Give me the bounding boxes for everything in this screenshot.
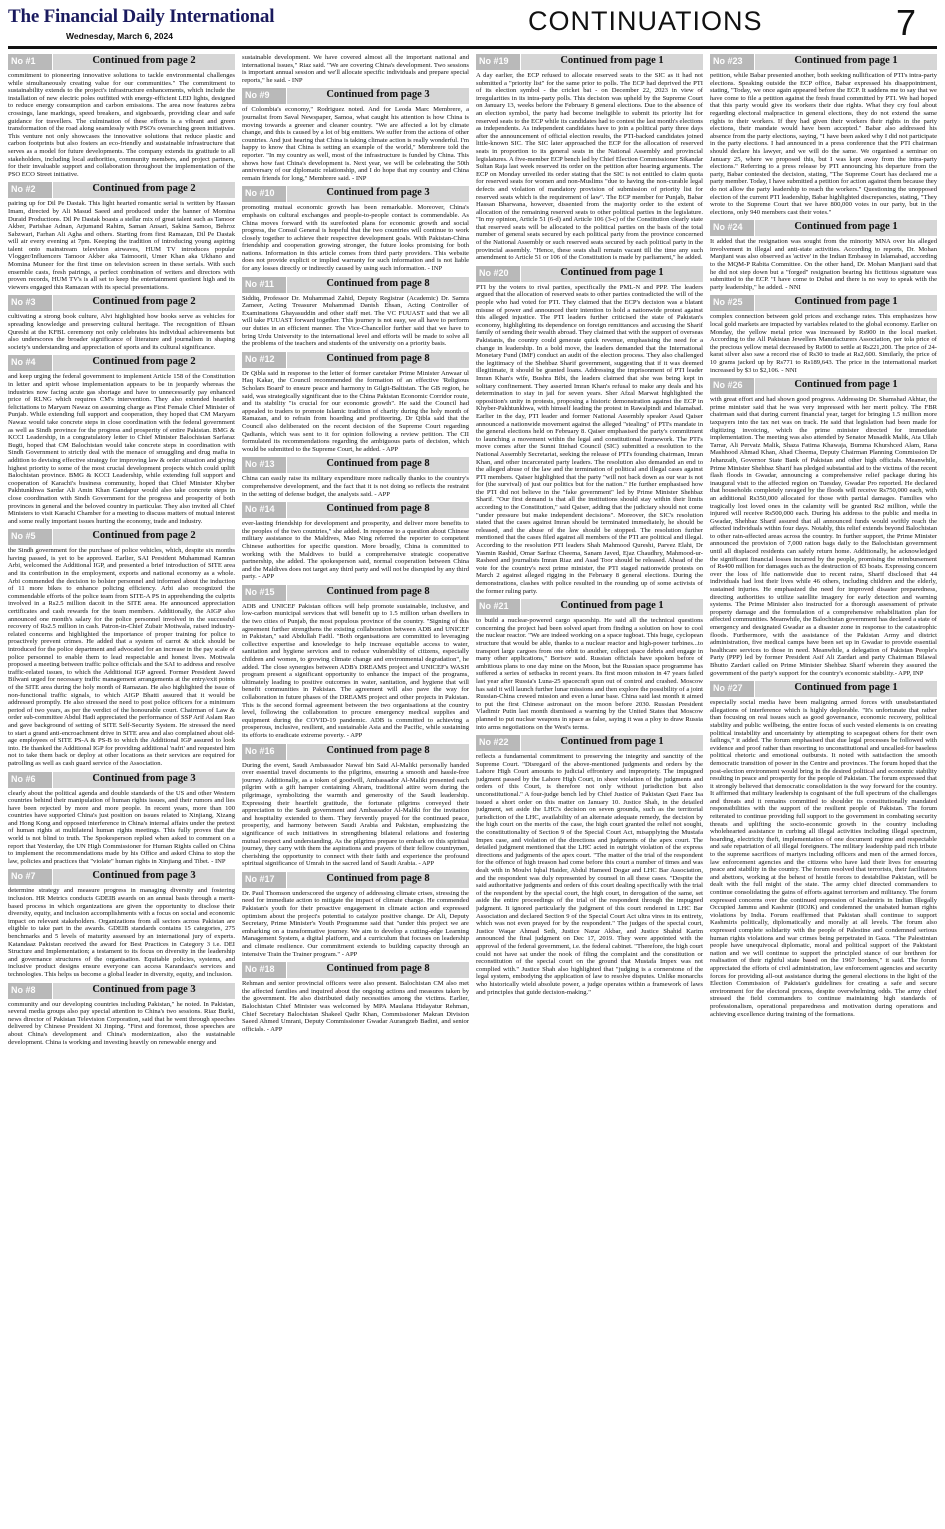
story-header [242, 872, 469, 888]
story-number: No #18 [242, 962, 286, 978]
story-header [8, 772, 235, 788]
story [242, 186, 469, 272]
story-number: No #2 [8, 182, 52, 198]
story-number: No #22 [476, 735, 520, 751]
column-3 [476, 54, 703, 1522]
continued-from-label: Continued from page 8 [286, 872, 469, 888]
story-number: No #14 [242, 502, 286, 518]
story-text: A day earlier, the ECP refused to allocate reserved seats to the SIC as it had not submitted a "priority list" for the same prior to polls. The ECP had deprived the PTI of its election symbol - the cricket bat - on December 22, 2023 in view of irregularities in its intra-party polls. This decision was upheld by the Supreme Court on January 13, weeks before the February 8 general elections. Due to the absence of an election symbol, the party had become ineligible to submit its priority list for reserved seats to the ECP while its candidates had to contest the last month's elections as independents. As independent candidates have to join a political party three days after the announcement of official election results, the PTI-backed candidates joined little-known SIC. The SIC later approached the ECP for the allocation of reserved seats in proportion to its general seats in the National Assembly and provincial legislatures. A five-member ECP bench led by Chief Election Commissioner Sikandar Sultan Raja last week reserved its order on the petition after hearing arguments. The ECP on Monday unveiled its order stating that the SIC is not entitled to claim quota for reserved seats for women and non-Muslims "due to having the non-curable legal defects and violation of mandatory provision of submission of priority list for reserved seats which is the requirement of law". The ECP member for Punjab, Babar Hassan Bharwana, however, dissented from the majority order to the extent of allocation of the remaining reserved seats to other political parties in the legislature. "In my opinion, Article 51 (6-d) and Article 106 (3-c) of the Constitution clearly state that reserved seats will be allocated to the political parties on the basis of the total number of general seats secured by each political party from the province concerned of the National Assembly or such reserved seats secured by each political party in the provincial assembly. "Hence, these seats shall remain vacant till the time any such amendment to Article 51 or 106 of the Constitution is made by parliament," he added. [476, 72, 703, 262]
story [8, 529, 235, 767]
continued-from-label: Continued from page 1 [520, 599, 703, 615]
column-1 [8, 54, 235, 1522]
story [242, 502, 469, 581]
story [710, 378, 937, 677]
story [8, 772, 235, 866]
story-header [242, 88, 469, 104]
story-header [476, 599, 703, 615]
story-text: Rehman and senior provincial officers were also present. Balochistan CM also met the affected families and inquired about the ongoing actions and measures taken by the government. He also distributed daily necessities among the victims. Earlier, Balochistan Chief Minister was welcomed by MPA Maulana Hidayatur Rehman, Chief Secretary Balochistan Shakeel Qadir Khan, Commissioner Makran Division Saeed Ahmed Umrani, Deputy Commissioner Gwadar Aurangzeb Badini, and senior officials. - APP [242, 980, 469, 1033]
story-text: complex connection between gold prices and exchange rates. This emphasizes how local gold markets are impacted by variables related to the global economy. Earlier on Monday, the yellow metal price was increased by Rs900 in the local market. According to the All Pakistan Jewellers Manufacturers Association, per tola price of the precious yellow metal decreased by Rs900 to settle at Rs221,200. The price of 24-karat silver also saw a record rise of Rs30 to trade at Rs2,600. Similarly, the price of 10 grams jacked up by Rs771 to Rs189,643. The price in the international market increased by $3 to $2,106. - NNI [710, 313, 937, 374]
story [710, 220, 937, 291]
section-title: CONTINUATIONS [528, 6, 763, 36]
continued-from-label: Continued from page 8 [286, 277, 469, 293]
story-header [710, 220, 937, 236]
continued-from-label: Continued from page 2 [52, 54, 235, 70]
story-header [476, 54, 703, 70]
continued-from-label: Continued from page 2 [52, 295, 235, 311]
story-number: No #16 [242, 744, 286, 760]
story-number: No #27 [710, 681, 754, 697]
story-number: No #13 [242, 457, 286, 473]
story-number: No #26 [710, 378, 754, 394]
story [8, 295, 235, 351]
continued-from-label: Continued from page 1 [754, 220, 937, 236]
story-number: No #24 [710, 220, 754, 236]
story-text: with great effort and had shown good progress. Addressing Dr. Shamshad Akhtar, the prime minister said that he was very impressed with her merit policy. The FBR chairman said that during current financial year, target for bringing 1.5 million more taxpayers into the tax net was on track. He said that legislation had been made for digitizing invoicing, which the prime minister directed for immediate implementation. The meeting was also attended by Senator Musadik Malik, Ata Ullah Tarrar, Ali Pervaiz Malik, Shaza Fatima Khawaja, Bumma Khurshced Alam, Rana Mashhood Ahmad Khan, Ahad Cheema, Deputy Chairman Planning Commission Dr Jehanzaib, Governor State Bank of Pakistan and other high officials. Meanwhile, Prime Minister Shehbaz Sharif has pledged substantial aid to the victims of the recent flash floods in Gwadar, announcing a comprehensive relief package during his inaugural visit to the affected region on Tuesday, Gwadar Pro reported. He declared that households completely ravaged by the floods will receive Rs750,000 each, with an additional Rs350,000 allocated for those with partial damages. Families who tragically lost loved ones in the calamity will be granted Rs2 million, while the injured will receive Rs500,000 each. During his address to the public and media in Gwadar, Shehbaz Sharif assured that all announced funds would swiftly reach the affected individuals within four days. Notably, this relief extends beyond Balochistan to other rain-affected areas across the country. In further support, the Prime Minister announced the provision of 7,000 ration bags daily to the Balochistan government until all displaced residents can safely return home. Additionally, he acknowledged the significant financial losses incurred by the people, promising the reimbursement of Rs400 million for damages such as the destruction of 83 boats. Expressing concern over the loss of life nationwide due to recent rains, Sharif disclosed that 44 individuals had lost their lives while 46 others, including children and the elderly, sustained injuries. He emphasized the need for improved disaster preparedness, directing authorities to utilize satellite imagery for early detection and warning systems. The Prime Minister also instructed for a thorough assessment of private property damage and the formulation of a comprehensive rehabilitation plan for affected communities. Meanwhile, the Balochistan government has declared a state of emergency and designated Gwadar as a disaster zone in response to the catastrophic floods. Furthermore, with the assistance of the Pakistan Army and district administration, five medical camps have been set up in Gwadar to provide essential healthcare services to those in need. Meanwhile, a delegation of Pakistan People's Party (PPP) led by former President Asif Ali Zardari and party Chairman Bilawal Bhutto Zardari called on Prime Minister Shehbaz Sharif wherein they assured the government of the party's support for the country's economic stability.- APP, INP [710, 396, 937, 677]
continued-from-label: Continued from page 3 [286, 88, 469, 104]
page-number: 7 [896, 2, 917, 43]
story [242, 457, 469, 498]
story-header [242, 457, 469, 473]
story-header [242, 744, 469, 760]
continued-from-label: Continued from page 8 [286, 502, 469, 518]
story-header [710, 54, 937, 70]
story-number: No #25 [710, 295, 754, 311]
story-number: No #15 [242, 585, 286, 601]
continued-from-label: Continued from page 2 [52, 529, 235, 545]
story-header [242, 502, 469, 518]
continued-from-label: Continued from page 2 [52, 182, 235, 198]
story-text: and keep urging the federal government to implement Article 158 of the Constitution in letter and spirit whose implementation appears to be in jeopardy whereas the industries now facing acute gas shortage and have to unnecessarily pay enhanced price of RLNG which requires CM's intervention. They also extended heartfelt felicitations to Maryam Nawaz on assuming charge as First Female Chief Minister of Punjab. While extending full support and cooperation, they hoped that CM Maryam Nawaz would take concrete steps in close coordination with the federal government as well as Sindh province for the progress and prosperity of entire Pakistan. BMG & KCCI Leadership, in a congratulatory letter to Chief Minister Balochistan Sarfaraz Bugti, hoped that CM Balochistan would take concrete steps in coordination with Sindh Government to strictly deal with the menace of smuggling and drug mafia in addition to devising effective strategy for improving law & order situation and giving highest priority to some of the most crucial development projects which could uplift Balochistan province. BMG & KCCI Leadership, while extending full support and cooperation of Karachi's business community, hoped that Chief Minister Khyber Pakhtunkhwa Sardar Ali Amin Khan Gandapur would also take concrete steps in close coordination with Sindh Government for the progress and prosperity of both provinces in general and the beloved country in particular. They also invited all Chief Ministers to visit Karachi Chamber for a meeting to discuss matters of mutual interest and some really important issues hurting the economy, trade and industry. [8, 373, 235, 525]
continued-from-label: Continued from page 3 [52, 983, 235, 999]
continued-from-label: Continued from page 3 [52, 772, 235, 788]
story [476, 599, 703, 731]
continued-from-label: Continued from page 1 [754, 378, 937, 394]
column-4 [710, 54, 937, 1522]
story-header [8, 182, 235, 198]
story-header [8, 295, 235, 311]
story-header [710, 295, 937, 311]
story-number: No #20 [476, 266, 520, 282]
story-header [710, 681, 937, 697]
story-text: Siddiq, Professor Dr. Muhammad Zahid, Deputy Registrar (Academic) Dr. Samra Zameer, Acting Treasurer Muhammad Danish Ehsan, Acting Controller of Examinations Ghayasuddin and other staff met. The VC FUUAST said that we all will take FUUAST forward together. This journey is not easy, we all have to perform our duties in an efficient manner. The Vice-Chancellor further said that we have to bring Urdu University to the international level and efforts will be made to solve all the problems of the teachers and students of the university on a priority basis. [242, 294, 469, 348]
story-text: It added that the resignation was sought from the minority MNA over his alleged involvement in illegal and anti-state activities. According to reports, Dr. Mohan Manjiani was also observed as 'active' in the Indian Embassy in Islamabad, according to the MQM-P Rabita Committee. On the other hand, Dr. Mohan Manjiani said that he did not step down but a "forged" resignation bearing his fictitious signature was submitted to the ECP. "I have come to Dubai and there is no way to speak with the party leadership," he added. - NNI [710, 238, 937, 291]
issue-date: Wednesday, March 6, 2024 [66, 31, 173, 41]
continued-from-label: Continued from page 1 [520, 54, 703, 70]
story [710, 295, 937, 374]
story [242, 277, 469, 348]
story-header [8, 54, 235, 70]
continued-from-label: Continued from page 1 [754, 681, 937, 697]
story [242, 872, 469, 958]
story-text: sustainable development. We have covered almost all the important national and international issues," Riaz said. "We are covering China's development. Two sessions is important annual session and we'll allocate specific individuals and prepare special reports," he said. - INP [242, 54, 469, 84]
story-text: determine strategy and measure progress in managing diversity and fostering inclusion. HR Metrics conducts GDEIB awards on an annual basis through a merit-based process in which organizations are given the opportunity to disclose their diversity, equity, and inclusion accomplishments with a focus on social and economic impact on relevant stakeholders. Organizations from all sectors across Pakistan are eligible to take part in the awards. GDEIB standards contains 15 categories, 275 benchmarks and 5 levels of maturity assessed by an international jury of experts. Katandaaz Pakistan received the award for Best Practices in Category 3 i.e. DEI Structure and Implementation; a testament to its focus on diversity in the leadership and governance structures of the organisation. Equitable policies, systems, and inclusive product designs ensure everyone can access Karandaaz's services and technologies. This helps us become a global leader in diversity, equity, and inclusion. [8, 887, 235, 978]
story-text: of Colombia's economy," Rodriguez noted. And for Leoda Marc Membrere, a journalist from Saval Newspaper, Samoa, what caught his attention is how China is moving towards a greener and cleaner country. "We are affected a lot by climate change, and this is caused by a lot of big emitters. We suffer from the actions of other countries. And just hearing that China is taking climate action is really wonderful. I'm happy to know that China is setting an example of the world," Membrere told the reporter. "In my country as well, most of the infrastructure is funded by China. This shows how fast China's development is. Next year, we will be celebrating the 50th anniversary of our diplomatic relationship, and I do hope that my country and China remain friends for long," Membrere said. - INP [242, 106, 469, 182]
story-header [242, 277, 469, 293]
story-header [476, 266, 703, 282]
story-number: No #17 [242, 872, 286, 888]
story [8, 54, 235, 178]
story-header [242, 186, 469, 202]
story [242, 744, 469, 868]
columns-container [8, 54, 937, 1522]
story-number: No #6 [8, 772, 52, 788]
story [8, 869, 235, 978]
story-number: No #19 [476, 54, 520, 70]
story-text: Dr Qibla said in response to the letter of former caretaker Prime Minister Anwaar ul Haq Kakar, the Council recommended the formation of an effective 'Religious Scholars Board' to ensure peace and harmony in Gilgit-Baltistan. The GB region, he said, was strategically significant due to the China Pakistan Economic Corridor route, and its stability "is crucial for our economic growth". He said the Council had appealed to traders to promote Islamic tradition of charity during the holy month of Ramazan, and to refrain from hoarding and profiteering. Dr Qibla said that the Council also deliberated on the recent decision of the Supreme Court regarding Qadianis, which was sent to it for opinion following a review petition. The CII formulated its recommendations regarding the ambiguous parts of decision, which would be submitted to the Supreme Court, he added. - APP [242, 369, 469, 453]
continued-from-label: Continued from page 1 [754, 54, 937, 70]
story-header [8, 529, 235, 545]
story-text: pairing up for Dil Pe Dastak. This light hearted romantic serial is written by Hassan Imam, directed by Ali Masud Saeed and produced under the banner of Momina Duraid Productions. Dil Pe Dastak boasts a stellar mix of great talent such as Tamoor Akber, Parishae Adnan, Arjumand Rahim, Saman Ansari, Sakina Samoo, Behroz Sabzwari, Farhan Ali Agha and others. Starting from first Ramazan, Dil Pe Dastak will air every evening at 7pm. Keeping the tradition of introducing young aspiring talent onto mainstream television airwaves, HUM TV introduces popular Vlogger/Influencers Tamoor Akber aka Taimoorii, Umer Khan aka Ukhano and Momina Muneer for the first time on television screen in these serials. With such ensemble casts, fresh pairings, a perfect combination of writers and directors with proven records, HUM TV's is all set to keep the entertainment quotient high and its viewers engaged this Ramazan with its special presentations. [8, 200, 235, 291]
story-number: No #10 [242, 186, 286, 202]
continued-from-label: Continued from page 3 [52, 869, 235, 885]
masthead-rule [8, 46, 937, 49]
story-text: PTI by the voters to rival parties, specifically the PML-N and PPP. The leaders argued that the allocation of reserved seats to other parties contradicted the will of the people who had voted for PTI. They claimed that the ECP's decision was a blatant misuse of power and announced their intention to hold a nationwide protest against this alleged injustice. The PTI leaders further criticised the state of Pakistan's economy, highlighting its dependence on foreign remittances and accusing the Sharif family of sending their wealth abroad. They claimed that with the support of overseas Pakistanis, the country could generate quick revenue, emphasising the need for a change in leadership. In a bold move, the leaders demanded that the International Monetary Fund (IMF) conduct an audit of the election process. They also challenged the legitimacy of the Shehbaz Sharif government, suggesting that if it was deemed illegitimate, it should be granted loans. Addressing the imprisonment of PTI leader Imran Khan's wife, Bushra Bibi, the leaders claimed that she was being kept in solitary confinement. They asserted Imran Khan's refusal to make any deals and his determination to stay in jail for seven years. Sher Afzal Marwat highlighted the opposition's unity in protests, proposing a historic demonstration against the ECP in Khyber-Pakhtunkhwa, with himself leading the protest in Rawalpindi and Islamabad. Earlier in the day, PTI leader and former National Assembly speaker Asad Qaiser announced a nationwide movement against the alleged "stealing" of PTI's mandate in the general elections held on February 8. Qaiser emphasised the party's commitment to launching a movement within the legal and constitutional framework. The PTI's move comes after the Sunni Ittehad Council (SIC) submitted a resolution to the National Assembly Secretariat, seeking the release of PTI's founding chairman, Imran Khan, and other incarcerated party leaders. The resolution also demanded an end to the alleged abuse of the law and the termination of political and illegal cases against PTI members. Qaiser highlighted that the party "will not back down as our war is not for (the survival) of just our politics but for the nation." He further emphasised how the PTI did not believe in the "fake government" led by Prime Minister Shehbaz Sharif. "Our first demand is that all the institutions should stay within their limits according to the Constitution," said Qaiser, adding that the judiciary should not come "under pressure but make independent decisions". Moreover, the SIC's resolution stated that the cases against Imran should be terminated immediately, he should be released, and the abuse of the law should be stopped. The resolution further mentioned that the cases filed against all members of the PTI are political and illegal. According to the resolution PTI leaders Shah Mahmood Qureshi, Parvez Elahi, Dr Yasmin Rashid, Omar Sarfraz Cheema, Sanam Javed, Ejaz Chaudhry, Mahmood-ur- Rasheed and journalists Imran Riaz and Asad Toor should be released. Ahead of the vote for the country's next prime minister, the PTI staged nationwide protests on March 2 against alleged rigging in the February 8 general elections. During the demonstrations, clashes with police resulted in the rounding up of some activists of the former ruling party. [476, 283, 703, 595]
column-2 [242, 54, 469, 1522]
story [242, 585, 469, 740]
continued-from-label: Continued from page 1 [754, 295, 937, 311]
newspaper-name: The Financial Daily International [8, 6, 275, 27]
story-text: China can easily raise its military expenditure more radically thanks to the country's comprehensive development, and the fact that it is not doing so reflects the restraint in the setting of defense budget, the analysts said. - APP [242, 475, 469, 498]
story [8, 983, 235, 1047]
story [476, 54, 703, 262]
continued-from-label: Continued from page 3 [286, 186, 469, 202]
continued-from-label: Continued from page 1 [520, 735, 703, 751]
story [242, 962, 469, 1033]
continued-from-label: Continued from page 8 [286, 585, 469, 601]
story-number: No #4 [8, 355, 52, 371]
story [710, 54, 937, 216]
story-number: No #3 [8, 295, 52, 311]
story-header [242, 962, 469, 978]
story-header [242, 352, 469, 368]
story-number: No #21 [476, 599, 520, 615]
story-number: No #5 [8, 529, 52, 545]
story-header [8, 983, 235, 999]
story-text: Dr. Paul Thomson underscored the urgency of addressing climate crises, stressing the need for immediate action to mitigate the impact of climate change. He commended Pakistan's youth for their proactive engagement in climate action and expressed optimism about the project's potential to catalyze positive change. Dr Ali, Deputy Secretary, Prime Minister's Youth Programme said that "under this project we are embarking on a transformative journey. We aim to develop a cutting-edge Learning Management System, a digital platform, and a curriculum that focuses on leadership and climate resilience. Our commitment extends to building capacity through an intensive Train the Trainer program." - APP [242, 889, 469, 958]
story-text: especially social media have been maligning armed forces with unsubstantiated allegations of interference which is highly deplorable. "It's unfortunate that rather than focusing on real issues such as good governance, economic recovery, political stability and public wellbeing, the entire focus of such vested elements is on creating political instability and uncertainty by attempting to scapegoat others for their own failings," it added. The forum emphasised that due legal processes be followed with evidence and proof rather than resorting to unconstitutional and uncalled-for baseless political rhetoric and emotional outbursts. It noted with satisfaction the smooth democratic transition of power in the Centre and provinces. The forum hoped that the post-election environment would bring in the desired political and economic stability resulting in peace and prosperity for the people of Pakistan. The forum expressed that it strongly believed that democratic consolidation is the way forward for the country. It affirmed that military leadership is cognisant of the full spectrum of the challenges and threats and it remains committed to shoulder its constitutionally mandated responsibilities with the support of the resilient people of Pakistan. The forum reiterated to continue providing full support to the government in combating security threats and uplifting the socio-economic growth in the country including wholehearted assistance in curbing all illegal activities including illegal spectrum, hoarding, electricity theft, implementation of one document regime and respectable and safe repatriation of all illegal foreigners. The military leadership paid rich tribute to the supreme sacrifices of martyrs including officers and men of the armed forces, law enforcement agencies and the citizens who have laid their lives for ensuring peace and stability in the country. The forum resolved that terrorists, their facilitators and abettors, working at the behest of hostile forces to destabilise Pakistan, will be dealt with the full might of the state. The army chief directed commanders to continue consolidating the gains of efforts against terrorism and militancy. The forum expressed concerns over the continued repression of Kashmiris in Indian Illegally Occupied Jammu and Kashmir (IIOJK) and condemned the unabated human rights violations by India. Forum reaffirmed that Pakistan shall continue to support Kashmiris politically, diplomatically and morally at all levels. The forum also expressed complete solidarity with the people of Palestine and condemned serious human rights violations and war crimes being perpetrated in Gaza. "The Palestinian people have unequivocal diplomatic, moral and political support of the Pakistani nation and we will continue to support the principled stance of our brethren for realisation of their rightful state based on the 1967 borders," it said. The forum appreciated the efforts of civil administration, law enforcement agencies and security forces for providing all-out assistance during the general elections in the light of the Election Commission of Pakistan's guidelines for creating a safe and secure environment for the electoral process, despite overwhelming odds. The army chief stressed the field commanders to continue maintaining high standards of professionalism, operational preparedness and motivation during operations and achieving excellence during training of the formations. [710, 699, 937, 1018]
story-text: ever-lasting friendship for development and prosperity, and deliver more benefits to the peoples of the two countries," she added. In response to a question about Chinese military assistance to the Maldives, Mao Ning referred the reporter to competent Chinese authorities for specific question. More broadly, China is committed to working with the Maldives to build a comprehensive strategic cooperative partnership, she added. The spokesperson said, normal cooperation between China and the Maldives does not target any third party and will not be disrupted by any third party. - APP [242, 520, 469, 581]
continued-from-label: Continued from page 2 [52, 355, 235, 371]
continued-from-label: Continued from page 8 [286, 744, 469, 760]
story-text: cultivating a strong book culture, Alvi highlighted how books serve as vehicles for spreading knowledge and preserving cultural heritage. The recognition of Ehsan Qureshi at the KFBL ceremony not only celebrates his individual achievements but also underscores the broader significance of literature and journalism in shaping society's understanding and appreciation of sports and its cultural significance. [8, 313, 235, 351]
story [242, 54, 469, 84]
story-number: No #7 [8, 869, 52, 885]
continued-from-label: Continued from page 1 [520, 266, 703, 282]
story-header [242, 585, 469, 601]
story-number: No #8 [8, 983, 52, 999]
story-header [710, 378, 937, 394]
story-text: to build a nuclear-powered cargo spaceship. He said all the technical questions concerning the project had been solved apart from finding a solution on how to cool the nuclear reactor. "We are indeed working on a space tugboat. This huge, cyclopean structure that would be able, thanks to a nuclear reactor and high-power turbines...to transport large cargoes from one orbit to another, collect space debris and engage in many other applications," Borisov said. Russian officials have spoken before of ambitious plans to one day mine on the Moon, but the Russian space programme has suffered a series of setbacks in recent years. Its first moon mission in 47 years failed last year after Russia's Luna-25 spacecraft spun out of control and crashed. Moscow has said it will launch further lunar missions and then explore the possibility of a joint Russian-China crewed mission and even a lunar base. China said last month it aimed to put the first Chinese astronaut on the moon before 2030. Russian President Vladimir Putin last month dismissed a warning by the United States that Moscow planned to put nuclear weapons in space as false, saying it was a ploy to draw Russia into arms negotiations on the West's terms. [476, 617, 703, 731]
story-header [8, 355, 235, 371]
story-text: the Sindh government for the purchase of police vehicles, which, despite six months having passed, is yet to be approved. Earlier, SAI President Muhammad Kamran Arbi, welcomed the Additional IGP, and presented a brief introduction of SITE area and its contribution in the employment, exports and national economy as a whole. Arbi commended the decision to bolster personnel and informed about the induction of 11 more bikes to enhance policing efficiency. Arbi also recognized the commendable efforts of the police team from SITE-A PS in apprehending the culprits involved in a Rs2.5 million dacoit in the SITE area. He announced appreciation certificates and cash rewards for the team members. Additionally, the AIGP also announced one month's salary for the police personnel involved in the successful recovery of Rs2.5 million in cash. Patron-in-Chief Zubair Motiwala, raised industry-related concerns and highlighted the importance of proper training for police to proactively prevent crimes. He added that a system of carrot & stick should be introduced for the police department and advocated for an increase in the pay scale of police personnel to enable them to lead respectable and honest lives. Motiwala proposed a meeting between traffic police officials and the SAI to address and resolve traffic-related issues, to which the Additional IGP agreed. Former President Jawed Bilwani urged for necessary traffic management arrangements at the entry/exit points of the SITE area during the holy month of Ramazan. He also highlighted the issue of non-functional traffic signals, to which AIGP Bhatti assured that it would be addressed promptly. He also stressed the need to post police officers for a minimum period of two years, as per the verdict of the honourable court. Chairman of Law & order sub-committee Abdul Hadi appreciated the performance of SSP Arif Aslam Rao and gave background of setting of SITE Self-Security System. He stressed the need to start a grand anti-encroachment drive in SITE area and also complained about old-age employees of SITE PS-A & PS-B to which the Additional IGP assured to look into. He thanked the Additional IGP for providing additional 'nafri' and requested him not to take them back or deploy at other locations as their services are required for patrolling as well as cash guard service of the Association. [8, 547, 235, 767]
story-text: reflects a fundamental commitment to preserving the integrity and sanctity of the Supreme Court. "Disregard of the above-mentioned judgments and orders by the Lahore High Court amounts to judicial effrontery and impropriety. The impugned judgment passed by the Lahore High Court, in sheer violation of the judgments and orders of this Court, is therefore not only without jurisdiction but also unconstitutional." A four-judge bench led by Chief Justice of Pakistan Qazi Faez Isa issued a short order on this matter on January 10. Justice Shah, in the detailed judgment, set aside the LHC's decision on seven grounds, such as the territorial jurisdiction of the LHC, availability of an alternate adequate remedy, the decision by the high court on the merits of the case, the high court granted the relief not sought, the constitutionality of Section 9 of the Special Court Act, misapplying the Mustafa Impex case, and violation of the directions and judgments of the apex court. The detailed judgment mentioned that the LHC acted in outright violation of the express directions and judgments of the apex court. "The matter of the trial of the respondent for the offence of high treason had come before this court a number of times and was dealt with in Moulvi Iqbal Haider, Abdul Hameed Dogar and LHC Bar Association, and the respondent was duly represented by counsel in all these cases. "Despite the said authoritative judgments and orders of this court dealing specifically with the trial of the respondent by the special court, the high court, in derogation of the same, set aside the entire proceedings of the trial of the respondent through the impugned judgment. It ignored particularly the judgment of this court rendered in LHC Bar Association and declared Section 9 of the Special Court Act ultra vires in its entirety, which was not even prayed for by the respondent." The judges of the special court, Justice Waqar Ahmad Seth, Justice Nazar Akbar, and Justice Shahid Karim announced the final judgment on Dec 17, 2019. They were appointed with the approval of the federal government, i.e. the federal cabinet. "Therefore, the high court could not have sat under the nook of filing the complaint and the constitution or reconstitution of the special court on the ground that Mustafa Impex was not complied with." Justice Shah also highlighted that "judging is a cornerstone of the legal system, embodying the application of law to resolve disputes. Unlike monarchs who historically wield absolute power, a judge operates within a framework of laws and principles that guide decision-making." [476, 753, 703, 996]
story-header [476, 735, 703, 751]
story-text: community and our developing countries including Pakistan," he noted. In Pakistan, several media groups also pay special attention to China's two sessions. Riaz Burki, news director of Pakistan Television Corporation, said that he went through speeches delivered by Chinese President Xi Jinping. "First and foremost, those speeches are about China's development and China's modernization, also the sustainable development. China is working and investing heavily on renewable energy and [8, 1000, 235, 1046]
story [476, 266, 703, 595]
story-text: commitment to pioneering innovative solutions to tackle environmental challenges while simultaneously creating value for our communities." The commitment to sustainability extends to the project's infrastructure enhancements, which include the installation of new electric poles outfitted with energy-efficient LED lights, designed to reduce energy consumption and carbon emissions. The area now features zebra crossings, lane markings, speed breakers, and signboards, providing clear and safe guidance for travellers. The culmination of these efforts is a vibrant and green transformation of the road along seamlessly with PSO's overarching green initiatives. This venture not only showcases the innovative solutions that reduce plastic and carbon footprints but also fosters an eco-friendly and sustainable infrastructure that serves as a model for future developments. The company extends its gratitude to all stakeholders, including local authorities, community members, and project partners, for their invaluable support and collaboration throughout the implementation of the PSO ECO Street initiative. [8, 72, 235, 178]
story-text: During the event, Saudi Ambassador Nawaf bin Said Al-Maliki personally handed over essential travel documents to the pilgrims, ensuring a smooth and hassle-free journey. Additionally, as a token of goodwill, Ambassador Al-Maliki presented each pilgrim with a gift hamper containing Ahram, traditional attire worn during the pilgrimage, symbolizing the warmth and generosity of the Saudi leadership. Expressing their heartfelt gratitude, the fortunate pilgrims conveyed their appreciation to the Saudi government and Ambassador Al-Maliki for the invitation and hospitality extended to them. They fervently prayed for the continued peace, prosperity, and harmony between Saudi Arabia and Pakistan, emphasizing the significance of such initiatives in strengthening bilateral relations and fostering mutual respect and understanding. As the pilgrims prepare to embark on this spiritual journey, they carry with them the aspirations and prayers of their fellow countrymen, cherishing the opportunity to connect with their faith and experience the profound spiritual significance of Umrah in the sacred land of Saudi Arabia. - APP [242, 761, 469, 868]
story-text: petition, while Babar presented another, both seeking nullification of PTI's intra-party elections. Speaking outside the ECP office, Babar expressed his disappointment, stating, "Today, we once again appeared before the ECP. It saddens me to say that we have come to file a petition against the fresh fraud committed by PTI. We had hoped that this party would give its workers their due rights. What they cry foul about regarding electoral malpractice in general elections, they do not extend the same rights to their workers. If they had given their workers their rights in the party elections, their mandate would have been accepted." Babar also addressed his absence from the party elections, saying, "I have been asked why I did not participate in the party elections. I had announced in a press conference that the PTI chairman should declare his lawyer, and we will do the same. We organised a seminar on January 25, where we proposed this, but I was kept away from the intra-party elections." Referring to a press release by PTI announcing his departure from the party, Babar contested the decision, stating, "The Supreme Court has declared me a party member. Today, I have submitted a petition for action against them because they do not allow the party leadership to reach the workers." Questioning the unopposed election of the current PTI leadership, Babar highlighted discrepancies, stating, "They wrote to the Supreme Court that we have 800,000 votes in our party, but in the elections, only 940 members cast their votes." [710, 72, 937, 216]
story-number: No #9 [242, 88, 286, 104]
story-text: clearly about the political agenda and double standards of the US and other Western countries behind their manipulation of human rights issues, and their rumors and lies have been rejected by more and more people. In recent years, more than 100 countries have supported China's just position on issues related to Xinjiang, Xizang and Hong Kong and opposed interference in China's internal affairs under the pretext of human rights at multilateral human rights meetings. This fully proves that the world is not blind to truth. The Spokesperson replied when asked to comment on a report that Yesterday, the UN High Commissioner for Human Rights called on China to implement the recommendations made by his Office and asked China to stop the law, policies and practices that "violate" human rights in Xinjiang and Tibet. - INP [8, 789, 235, 865]
story [8, 355, 235, 525]
story [242, 352, 469, 454]
story [476, 735, 703, 996]
story-header [8, 869, 235, 885]
continued-from-label: Continued from page 8 [286, 962, 469, 978]
story-text: promoting mutual economic growth has been remarkable. Moreover, China's emphasis on cultural exchanges and people-to-people contact is commendable. As China moves forward with its surefooted plans for economic growth and social progress, the Consul General is hopeful that the two countries will continue to work closely together to achieve their respective development goals. With Pakistan-China friendship and cooperation growing stronger, the future looks promising for both nations. Information in this article comes from third party providers. This website does not provide explicit or implied warranty for such information and is not liable for any losses directly or indirectly caused by using such information. - INP [242, 204, 469, 273]
story [8, 182, 235, 291]
story-number: No #12 [242, 352, 286, 368]
story-number: No #23 [710, 54, 754, 70]
continued-from-label: Continued from page 8 [286, 457, 469, 473]
continued-from-label: Continued from page 8 [286, 352, 469, 368]
story-number: No #1 [8, 54, 52, 70]
story [710, 681, 937, 1018]
story-number: No #11 [242, 277, 286, 293]
story-text: ADB and UNICEF Pakistan offices will help promote sustainable, inclusive, and low-carbon municipal services that will benefit up to 1.5 million urban dwellers in the two cities of Punjab, the most populous province of the country. "Signing of this agreement further strengthens the existing collaboration between ADB and UNICEF in Pakistan," said Abdullah Fadil. "Both organisations are committed to leveraging collective expertise and knowledge to help increase equitable access to water, sanitation and hygiene services and to reduce vulnerability of citizens, especially children and women, to growing climate change and environmental degradation", he added. The close synergies between ADB's DREAMS project and UNICEF's WASH program present a significant opportunity to enhance the impact of the programs, ultimately leading to positive outcomes in water, sanitation, and hygiene that will benefit communities in Pakistan. The agreement will also pave the way for collaboration in future phases of the DREAMS project and other projects in Pakistan. This is the second formal agreement between the two organisations at the country level, following the collaboration to procure emergency medical supplies and equipment during the COVID-19 pandemic. ADB is committed to achieving a prosperous, inclusive, resilient, and sustainable Asia and the Pacific, while sustaining its efforts to eradicate extreme poverty. - APP [242, 602, 469, 739]
story [242, 88, 469, 182]
masthead [8, 4, 937, 52]
